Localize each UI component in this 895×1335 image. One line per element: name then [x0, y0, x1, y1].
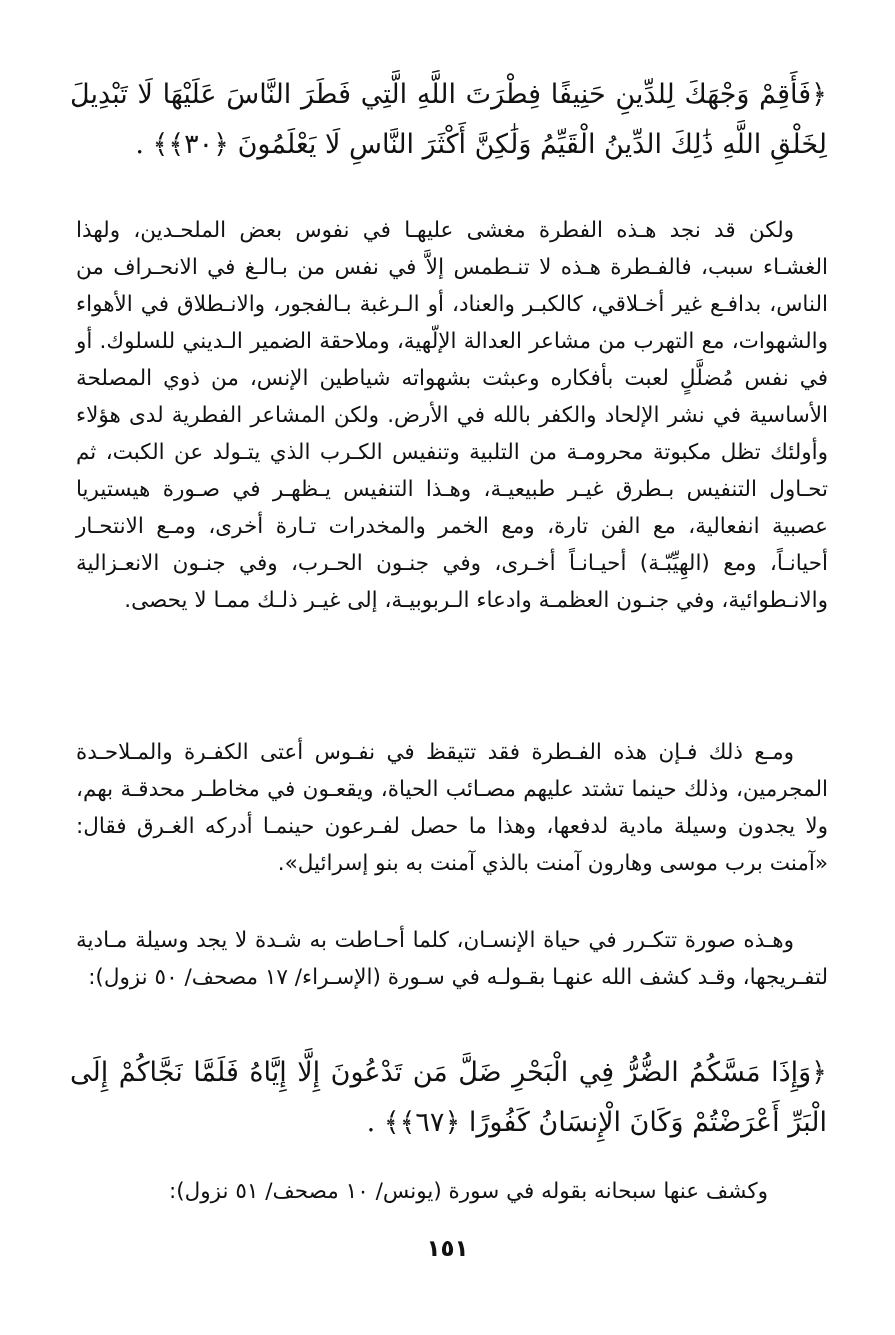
quran-verse-rum-30: ﴿فَأَقِمْ وَجْهَكَ لِلدِّينِ حَنِيفًا فِطْرَتَ اللَّهِ الَّتِي فَطَرَ النَّاسَ عَلَيْهَا لَا تَبْدِيلَ لِخَلْقِ اللَّهِ ذَٰلِكَ الدِّينُ الْقَيِّمُ وَلَٰكِنَّ أَكْثَرَ النَّاسِ لَا يَعْلَمُونَ ﴿٣٠﴾﴾ . — [70, 79, 827, 160]
paragraph-yunus-intro: وكشف عنها سبحانه بقوله في سورة (يونس/ ١٠ مصحف/ ٥١ نزول): — [168, 1179, 768, 1204]
quran-verse-isra-67: ﴿وَإِذَا مَسَّكُمُ الضُّرُّ فِي الْبَحْرِ ضَلَّ مَن تَدْعُونَ إِلَّا إِيَّاهُ فَلَمَّا نَجَّاكُمْ إِلَى الْبَرِّ أَعْرَضْتُمْ وَكَانَ الْإِنسَانُ كَفُورًا ﴿٦٧﴾﴾ . — [70, 1057, 827, 1138]
page-number: ١٥١ — [426, 1236, 469, 1262]
paragraph-recurring-image: وهـذه صورة تتكـرر في حياة الإنسـان، كلما أحـاطت به شـدة لا يجد وسيلة مـادية لتفـريجها، وقـد كشف الله عنهـا بقـولـه في سـورة (الإسـراء/ ١٧ مصحف/ ٥٠ نزول): — [76, 928, 828, 990]
paragraph-fitra-obscured: ولكن قد نجد هـذه الفطرة مغشى عليهـا في نفوس بعض الملحـدين، ولهذا الغشـاء سبب، فالفـطرة هـذه لا تنـطمس إلاَّ في نفس من بـالـغ في الانحـراف من الناس، بدافـع غير أخـلاقي، كالكبـر والعناد، أو الـرغبة بـالفجور، والانـطلاق في الأهواء والشهوات، مع التهرب من مشاعر العدالة الإلّهية، وملاحقة الضمير الـديني للسلوك. أو في نفس مُضلَّلٍ لعبت بأفكاره وعبثت بشهواته شياطين الإنس، من ذوي المصلحة الأساسية في نشر الإلحاد والكفر بالله في الأرض. ولكن المشاعر الفطرية لدى هؤلاء وأولئك تظل مكبوتة محرومـة من التلبية وتنفيس الكـرب الذي يتـولد عن الكبت، ثم تحـاول التنفيس بـطرق غيـر طبيعيـة، وهـذا التنفيس يـظهـر في صـورة هيستيريا عصبية انفعالية، مع الفن تارة، ومع الخمر والمخدرات تـارة أخرى، ومـع الانتحـار أحيانـاً، ومع (الهِيِّبّـة) أحيـانـاً أخـرى، وفي جنـون الحـرب، وفي جنـون الانعـزالية والانـطوائية، وفي جنـون العظمـة وادعاء الـربوبيـة، إلى غيـر ذلـك ممـا لا يحصى. — [76, 218, 828, 613]
paragraph-fitra-awakens: ومـع ذلك فـإن هذه الفـطرة فقد تتيقظ في نفـوس أعتى الكفـرة والمـلاحـدة المجرمين، وذلك حينما تشتد عليهم مصـائب الحياة، ويقعـون في مخاطـر محدقـة بهم، ولا يجدون وسيلة مادية لدفعها، وهذا ما حصل لفـرعون حينمـا أدركه الغـرق فقال: «آمنت برب موسى وهارون آمنت بالذي آمنت به بنو إسرائيل». — [76, 740, 828, 876]
